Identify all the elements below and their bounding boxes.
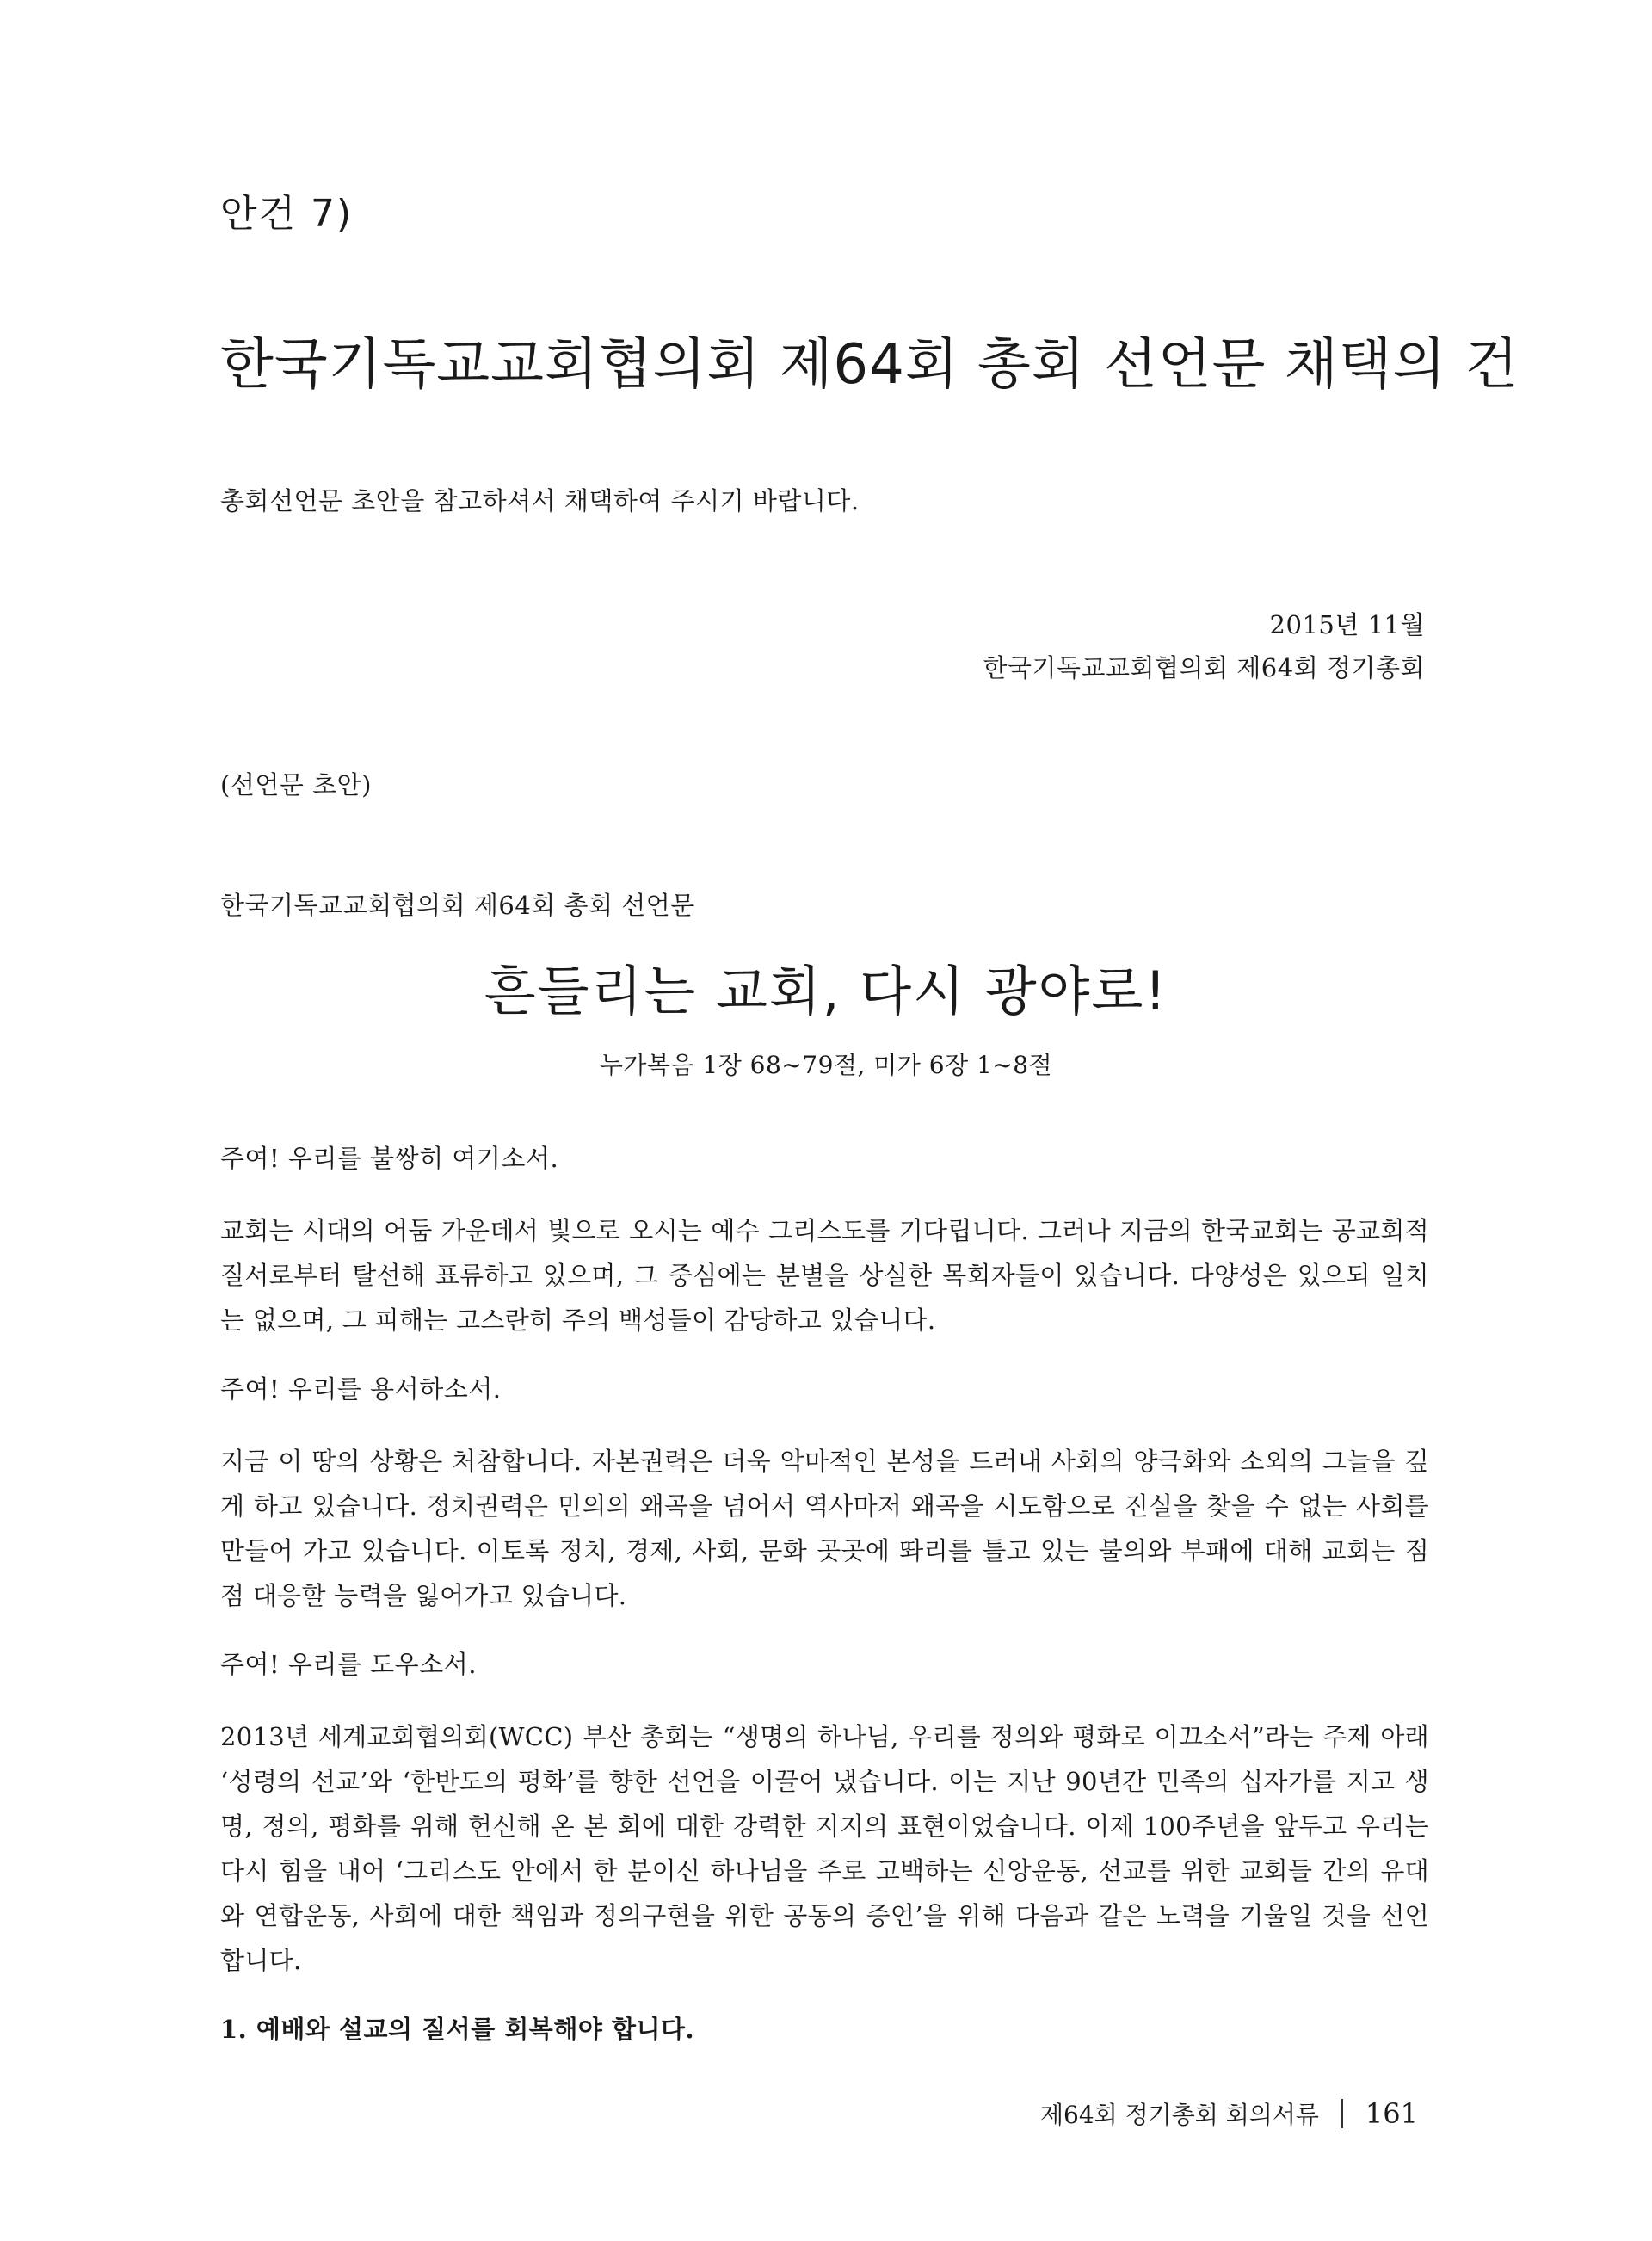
draft-label: (선언문 초안) [220,770,372,799]
agenda-label: 안건 7) [220,192,354,236]
paragraph-3: 2013년 세계교회협의회(WCC) 부산 총회는 “생명의 하나님, 우리를 정의와 평화로 이끄소서”라는 주제 아래 ‘성령의 선교’와 ‘한반도의 평화’를 향한 선언을 이끌어 냈습니다. 이는 지난 90년간 민족의 십자가를 지고 생명, 정의, 평화를 위해 헌신해 온 본 회에 대한 강력한 지지의 표현이었습니다. 이제 100주년을 앞두고 우리는 다시 힘을 내어 ‘그리스도 안에서 한 분이신 하나님을 주로 고백하는 신앙운동, 선교를 위한 교회들 간의 유대와 연합운동, 사회에 대한 책임과 정의구현을 위한 공동의 증언’을 위해 다음과 같은 노력을 기울일 것을 선언합니다. [220,1722,1429,1975]
prayer-line-2: 주여! 우리를 용서하소서. [220,1374,502,1404]
declaration-header: 한국기독교교회협의회 제64회 총회 선언문 [220,891,695,920]
section-heading-1: 1. 예배와 설교의 질서를 회복해야 합니다. [220,2015,695,2044]
prayer-line-3: 주여! 우리를 도우소서. [220,1650,477,1679]
page-number: 161 [1365,2097,1418,2130]
page-footer [1040,2096,1418,2131]
footer-divider [1341,2099,1343,2128]
signatory-line: 한국기독교교회협의회 제64회 정기총회 [983,653,1425,682]
paragraph-2: 지금 이 땅의 상황은 처참합니다. 자본권력은 더욱 악마적인 본성을 드러내 사회의 양극화와 소외의 그늘을 깊게 하고 있습니다. 정치권력은 민의의 왜곡을 넘어서 역사마저 왜곡을 시도함으로 진실을 찾을 수 없는 사회를 만들어 가고 있습니다. 이토록 정치, 경제, 사회, 문화 곳곳에 똬리를 틀고 있는 불의와 부패에 대해 교회는 점점 대응할 능력을 잃어가고 있습니다. [220,1447,1429,1610]
page-title: 한국기독교교회협의회 제64회 총회 선언문 채택의 건 [220,333,1519,397]
scripture-reference: 누가복음 1장 68~79절, 미가 6장 1~8절 [599,1051,1053,1079]
request-text: 총회선언문 초안을 참고하셔서 채택하여 주시기 바랍니다. [220,486,860,515]
date-line: 2015년 11월 [1269,610,1425,639]
running-title: 제64회 정기총회 회의서류 [1040,2101,1319,2129]
sermon-title: 흔들리는 교회, 다시 광야로! [484,960,1168,1022]
prayer-line-1: 주여! 우리를 불쌍히 여기소서. [220,1144,559,1173]
paragraph-1: 교회는 시대의 어둠 가운데서 빛으로 오시는 예수 그리스도를 기다립니다. 그러나 지금의 한국교회는 공교회적 질서로부터 탈선해 표류하고 있으며, 그 중심에는 분별을 상실한 목회자들이 있습니다. 다양성은 있으되 일치는 없으며, 그 피해는 고스란히 주의 백성들이 감당하고 있습니다. [220,1216,1429,1335]
